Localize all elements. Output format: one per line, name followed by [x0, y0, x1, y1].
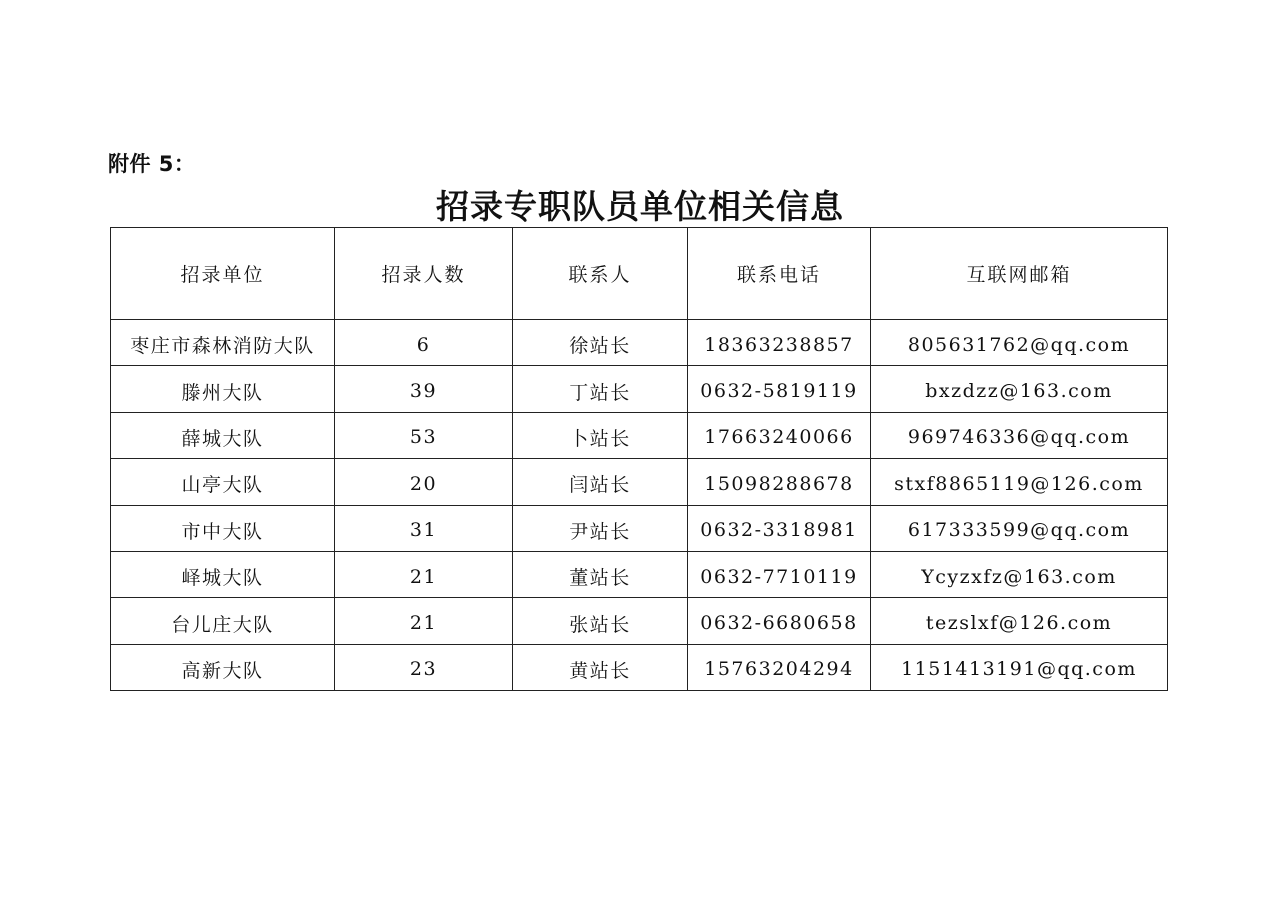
document-title: 招录专职队员单位相关信息: [436, 187, 844, 226]
cell-phone: 15098288678: [688, 459, 871, 505]
table-row: [111, 459, 1168, 505]
cell-unit: 滕州大队: [111, 366, 335, 412]
unit-info-table: [110, 227, 1168, 691]
cell-count: 6: [335, 320, 513, 366]
cell-count: 39: [335, 366, 513, 412]
table-row: [111, 598, 1168, 644]
cell-email: 1151413191@qq.com: [871, 644, 1168, 690]
cell-phone: 18363238857: [688, 320, 871, 366]
cell-email: bxzdzz@163.com: [871, 366, 1168, 412]
cell-contact: 张站长: [513, 598, 688, 644]
cell-phone: 0632-3318981: [688, 505, 871, 551]
cell-email: tezslxf@126.com: [871, 598, 1168, 644]
table-row: [111, 644, 1168, 690]
header-recruit-count: 招录人数: [335, 228, 513, 320]
table-row: [111, 366, 1168, 412]
cell-unit: 枣庄市森林消防大队: [111, 320, 335, 366]
cell-email: 805631762@qq.com: [871, 320, 1168, 366]
cell-count: 31: [335, 505, 513, 551]
cell-contact: 董站长: [513, 551, 688, 597]
cell-contact: 黄站长: [513, 644, 688, 690]
cell-unit: 山亭大队: [111, 459, 335, 505]
cell-phone: 15763204294: [688, 644, 871, 690]
table-row: [111, 505, 1168, 551]
cell-count: 21: [335, 551, 513, 597]
cell-contact: 闫站长: [513, 459, 688, 505]
cell-email: stxf8865119@126.com: [871, 459, 1168, 505]
header-email: 互联网邮箱: [871, 228, 1168, 320]
cell-unit: 峄城大队: [111, 551, 335, 597]
cell-contact: 丁站长: [513, 366, 688, 412]
header-contact-phone: 联系电话: [688, 228, 871, 320]
cell-phone: 17663240066: [688, 412, 871, 458]
table-row: [111, 320, 1168, 366]
table-header-row: [111, 228, 1168, 320]
cell-count: 20: [335, 459, 513, 505]
cell-unit: 市中大队: [111, 505, 335, 551]
cell-contact: 卜站长: [513, 412, 688, 458]
cell-unit: 高新大队: [111, 644, 335, 690]
cell-unit: 台儿庄大队: [111, 598, 335, 644]
cell-count: 23: [335, 644, 513, 690]
cell-unit: 薛城大队: [111, 412, 335, 458]
header-recruiting-unit: 招录单位: [111, 228, 335, 320]
header-contact-person: 联系人: [513, 228, 688, 320]
cell-phone: 0632-5819119: [688, 366, 871, 412]
cell-contact: 尹站长: [513, 505, 688, 551]
cell-contact: 徐站长: [513, 320, 688, 366]
cell-phone: 0632-7710119: [688, 551, 871, 597]
cell-count: 53: [335, 412, 513, 458]
cell-email: 969746336@qq.com: [871, 412, 1168, 458]
cell-email: Ycyzxfz@163.com: [871, 551, 1168, 597]
table-row: [111, 412, 1168, 458]
cell-email: 617333599@qq.com: [871, 505, 1168, 551]
cell-phone: 0632-6680658: [688, 598, 871, 644]
table-row: [111, 551, 1168, 597]
cell-count: 21: [335, 598, 513, 644]
attachment-label: 附件 5：: [108, 152, 196, 176]
